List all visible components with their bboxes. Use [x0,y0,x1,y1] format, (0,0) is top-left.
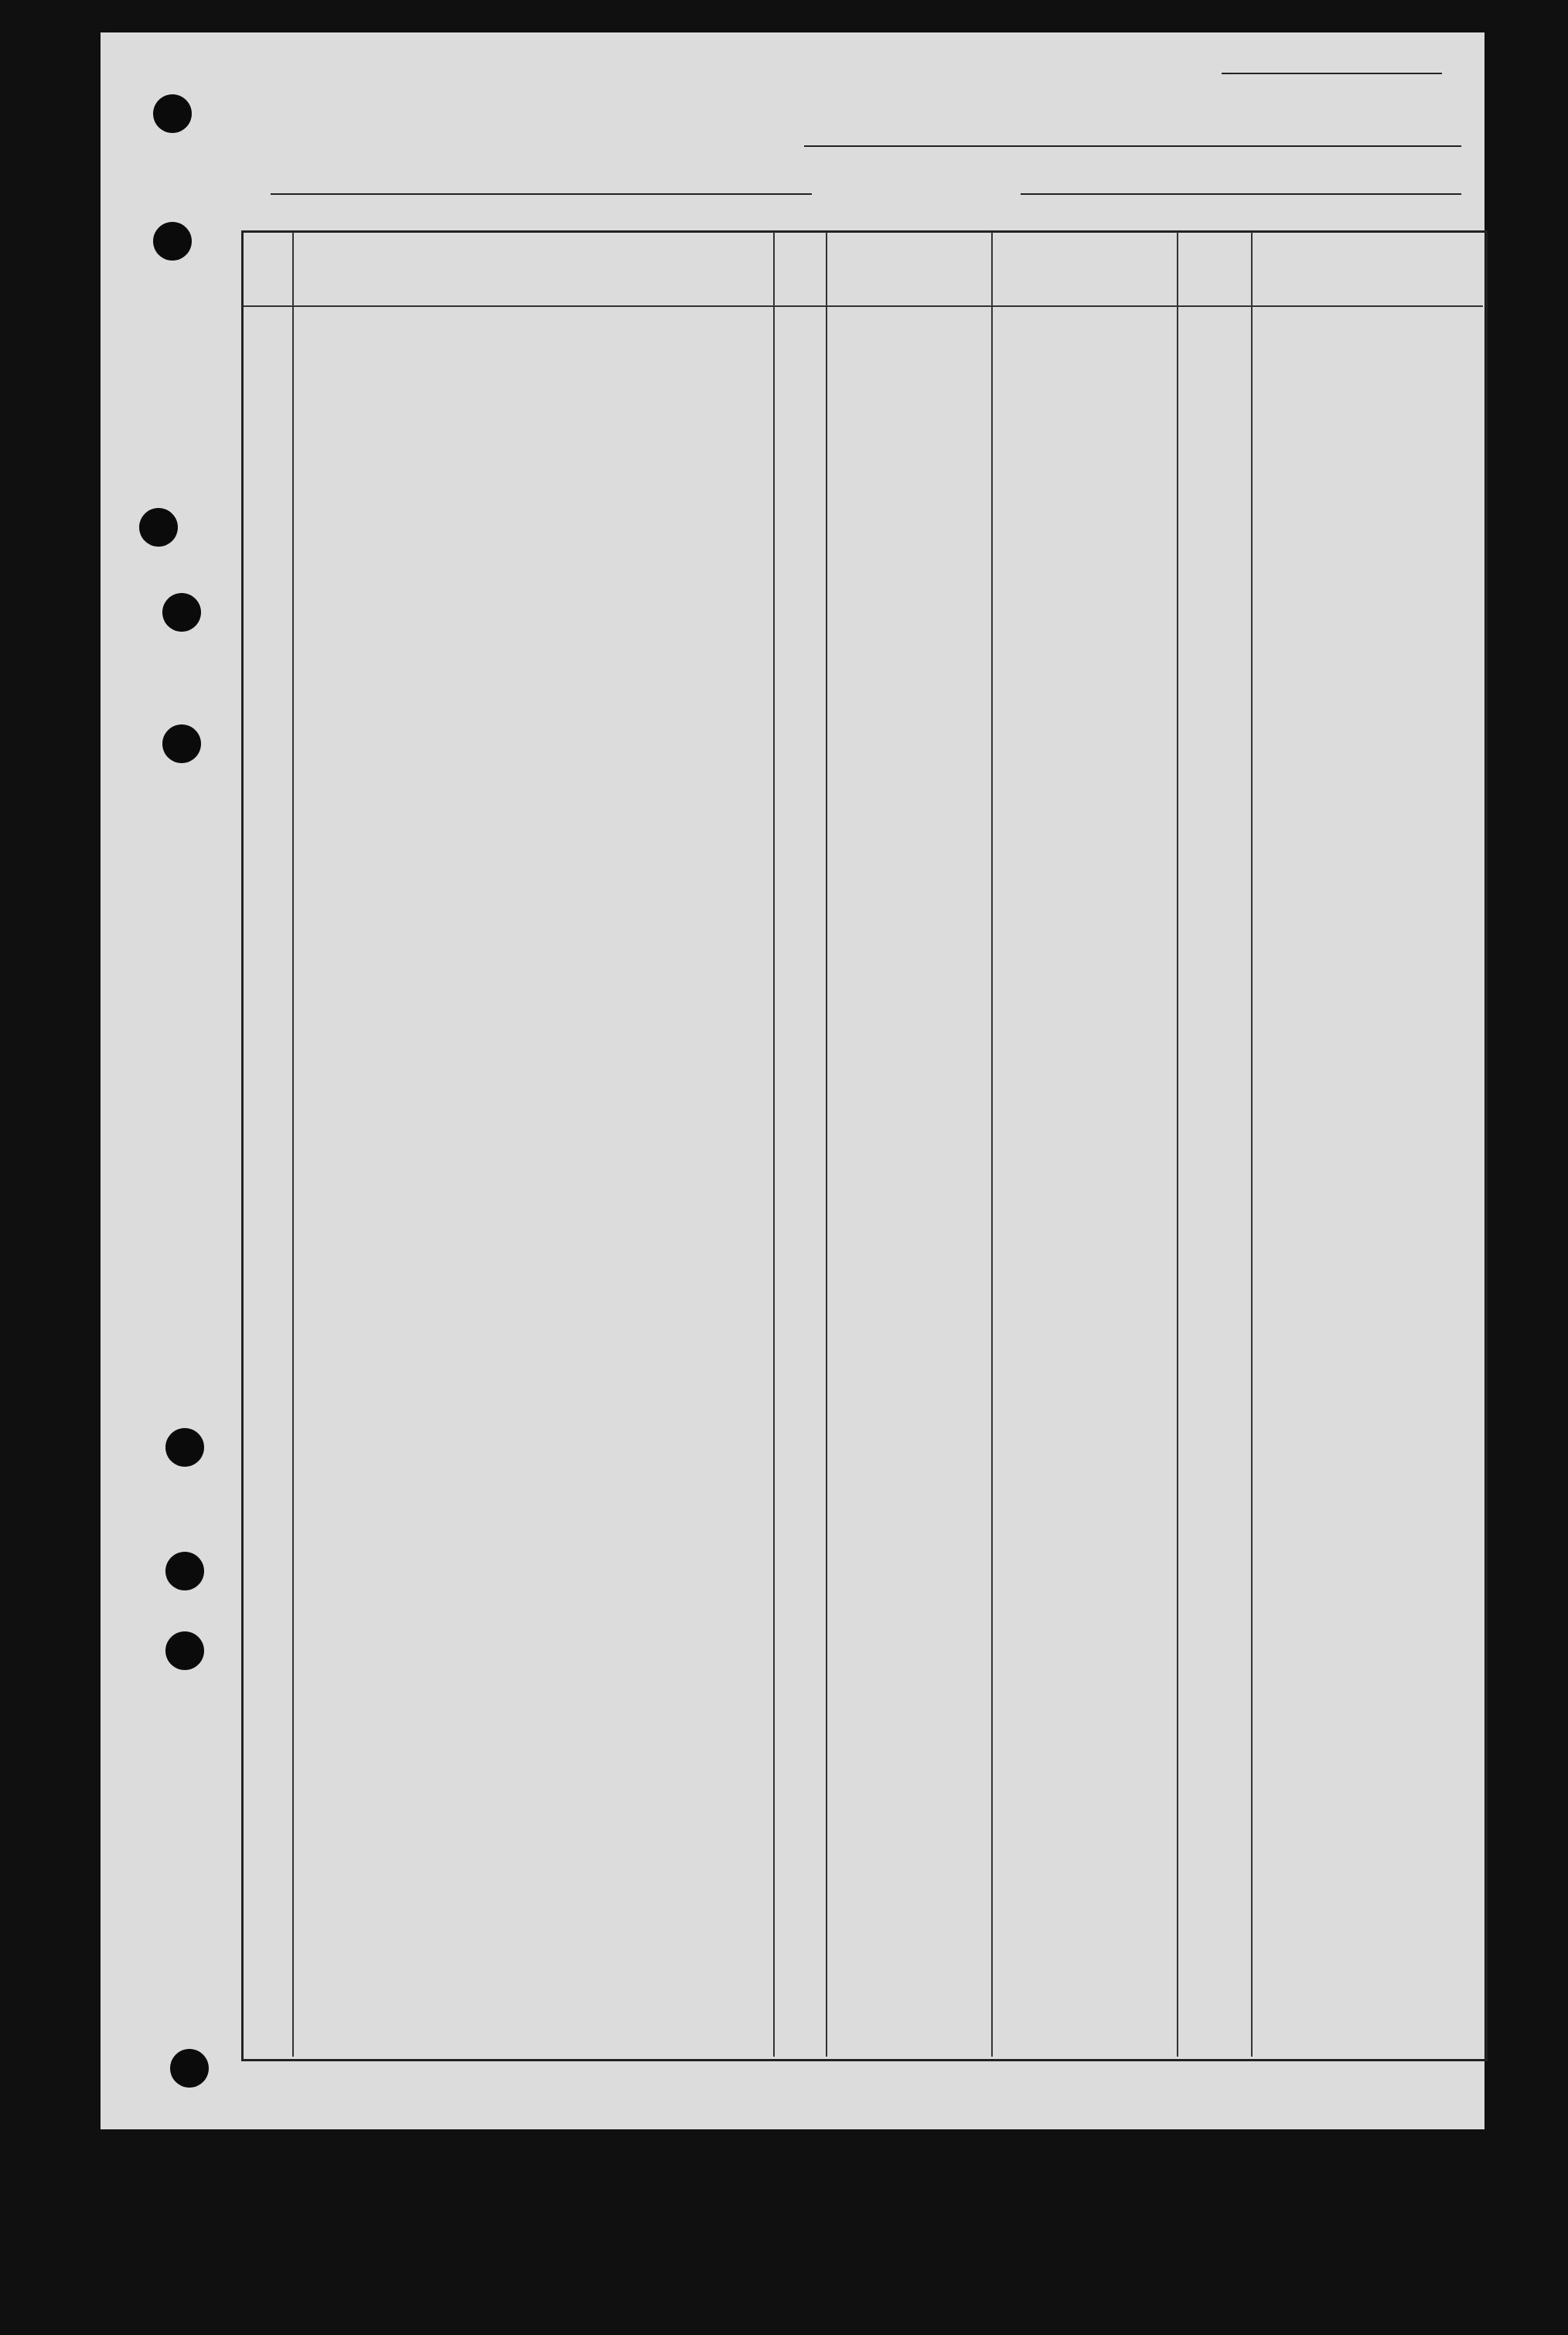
binder-hole [170,2049,209,2088]
column-divider [773,232,775,2057]
passenger-table [241,230,1488,2061]
binder-hole [153,94,192,133]
binder-hole [162,724,201,763]
header-divider [243,305,1483,307]
divider [1021,193,1461,195]
binder-hole [153,222,192,261]
divider [271,193,812,195]
binder-hole [165,1552,204,1590]
column-divider [292,232,294,2057]
divider [1222,73,1442,74]
divider [804,145,1461,147]
binder-hole [165,1428,204,1467]
column-divider [1177,232,1178,2057]
column-divider [991,232,993,2057]
binder-hole [162,593,201,632]
binder-hole [165,1631,204,1670]
binder-hole [139,508,178,547]
column-divider [826,232,827,2057]
column-divider [1251,232,1253,2057]
